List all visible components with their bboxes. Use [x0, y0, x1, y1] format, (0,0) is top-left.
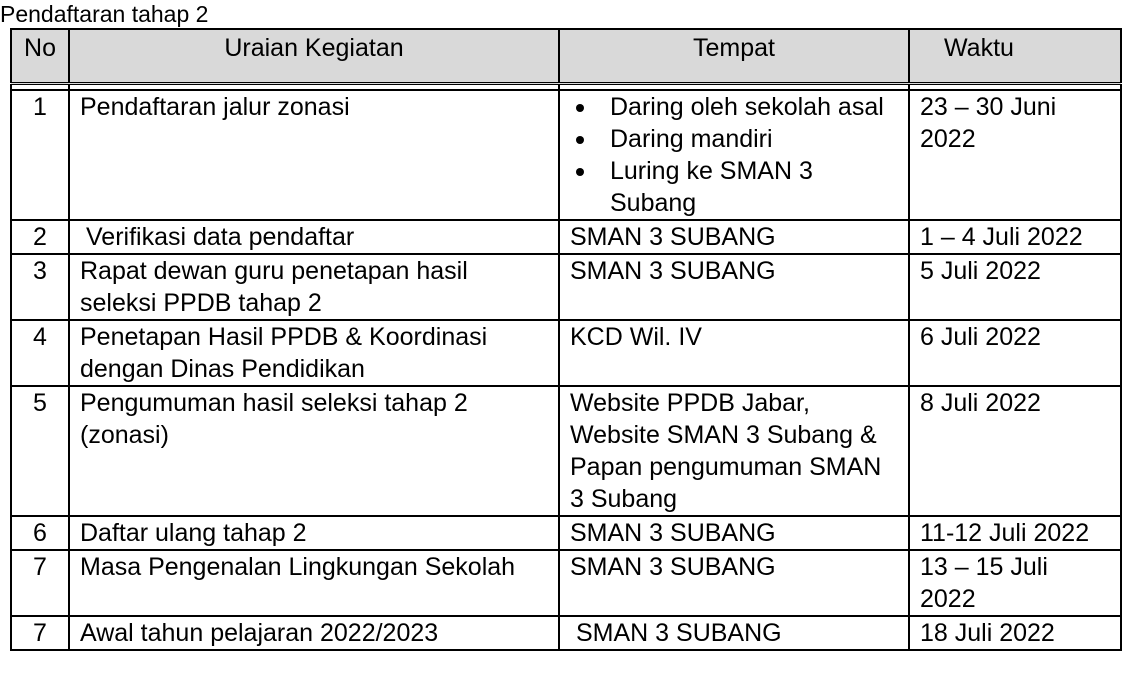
table-header-row [11, 29, 1121, 84]
header-no: No [11, 29, 69, 84]
row-time: 18 Juli 2022 [909, 616, 1121, 650]
place-list-item: Daring mandiri [570, 123, 898, 155]
row-activity-text: Verifikasi data pendaftar [86, 223, 355, 251]
row-place: SMAN 3 SUBANG [559, 254, 909, 320]
row-place: SMAN 3 SUBANG [559, 550, 909, 616]
row-activity: Pengumuman hasil seleksi tahap 2 (zonasi) [69, 386, 559, 516]
schedule-table [10, 28, 1122, 651]
row-no: 6 [11, 516, 69, 550]
place-list [570, 91, 898, 219]
row-no: 5 [11, 386, 69, 516]
row-activity: Rapat dewan guru penetapan hasil seleksi PPDB tahap 2 [69, 254, 559, 320]
row-place-text: SMAN 3 SUBANG [576, 619, 782, 647]
header-activity: Uraian Kegiatan [69, 29, 559, 84]
row-place: SMAN 3 SUBANG [559, 220, 909, 254]
table-row [11, 550, 1121, 616]
row-time: 1 – 4 Juli 2022 [909, 220, 1121, 254]
row-place [559, 616, 909, 650]
row-activity [69, 220, 559, 254]
row-place: Website PPDB Jabar, Website SMAN 3 Subang & Papan pengumuman SMAN 3 Subang [559, 386, 909, 516]
row-no: 3 [11, 254, 69, 320]
table-row [11, 320, 1121, 386]
row-activity: Awal tahun pelajaran 2022/2023 [69, 616, 559, 650]
row-time: 13 – 15 Juli 2022 [909, 550, 1121, 616]
place-list-item: Daring oleh sekolah asal [570, 91, 898, 123]
header-time: Waktu [909, 29, 1121, 84]
row-time: 8 Juli 2022 [909, 386, 1121, 516]
row-time: 23 – 30 Juni 2022 [909, 90, 1121, 220]
row-activity: Masa Pengenalan Lingkungan Sekolah [69, 550, 559, 616]
table-row [11, 90, 1121, 220]
row-time: 11-12 Juli 2022 [909, 516, 1121, 550]
row-no: 1 [11, 90, 69, 220]
row-activity: Penetapan Hasil PPDB & Koordinasi dengan Dinas Pendidikan [69, 320, 559, 386]
table-row [11, 516, 1121, 550]
row-place [559, 90, 909, 220]
row-activity: Daftar ulang tahap 2 [69, 516, 559, 550]
row-no: 4 [11, 320, 69, 386]
header-place: Tempat [559, 29, 909, 84]
document-title: Pendaftaran tahap 2 [0, 1, 209, 27]
row-no: 2 [11, 220, 69, 254]
row-place: SMAN 3 SUBANG [559, 516, 909, 550]
row-place: KCD Wil. IV [559, 320, 909, 386]
row-time: 5 Juli 2022 [909, 254, 1121, 320]
row-time: 6 Juli 2022 [909, 320, 1121, 386]
table-row [11, 386, 1121, 516]
row-no: 7 [11, 616, 69, 650]
row-activity: Pendaftaran jalur zonasi [69, 90, 559, 220]
row-no: 7 [11, 550, 69, 616]
table-row [11, 254, 1121, 320]
table-row [11, 616, 1121, 650]
table-row [11, 220, 1121, 254]
place-list-item: Luring ke SMAN 3 Subang [570, 155, 898, 219]
